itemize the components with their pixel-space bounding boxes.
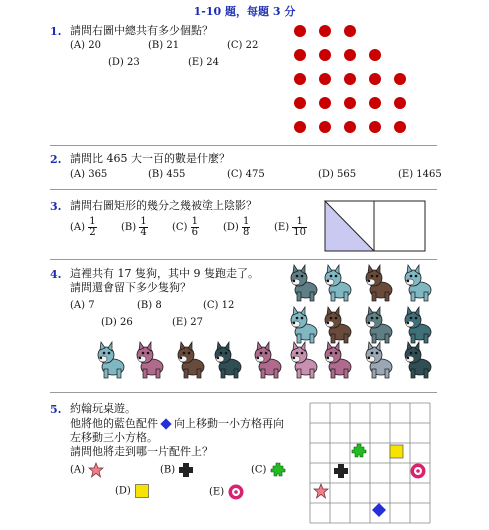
- q5-option-c-label: (C): [251, 464, 267, 476]
- q2-option-c[interactable]: (C) 475: [227, 169, 265, 180]
- q3-number: 3.: [50, 200, 62, 213]
- q5-option-b[interactable]: [160, 462, 194, 478]
- q5-option-d-label: (D): [115, 485, 131, 497]
- yellow-square-icon: [390, 445, 403, 458]
- yellow-square-icon: [134, 483, 150, 499]
- q1-option-e[interactable]: (E) 24: [188, 57, 220, 68]
- dog-icon: [322, 264, 354, 302]
- q4-number: 4.: [50, 268, 62, 281]
- q2-option-e[interactable]: (E) 1465: [398, 169, 442, 180]
- black-cross-icon: [178, 462, 194, 478]
- q2-text: 請問比 465 大一百的數是什麼？: [70, 152, 230, 165]
- pink-star-icon: [314, 484, 328, 498]
- q4-option-d[interactable]: (D) 26: [101, 317, 133, 328]
- q5-option-d[interactable]: [115, 483, 150, 499]
- pink-ring-icon: [411, 464, 426, 479]
- q2-option-a[interactable]: (A) 365: [70, 169, 108, 180]
- q4-option-e[interactable]: (E) 27: [172, 317, 204, 328]
- fraction: $\frac{1}{6}$: [191, 216, 199, 238]
- q3-text: 請問右圖矩形的幾分之幾被塗上陰影？: [70, 199, 257, 212]
- q5-line1: 約翰玩桌遊。: [70, 402, 136, 415]
- dog-icon: [252, 341, 284, 379]
- dog-icon: [402, 306, 434, 344]
- q3-option-d-label: (D): [223, 222, 239, 233]
- fraction: $\frac{1}{4}$: [140, 216, 147, 238]
- dog-icon: [363, 264, 395, 302]
- section-header: 1-10 題，每題 3 分: [193, 5, 296, 18]
- fraction: $\frac{1}{2}$: [89, 216, 96, 238]
- dog-icon: [322, 306, 354, 344]
- q5-line2: [70, 417, 284, 431]
- dog-icon: [363, 341, 395, 379]
- q3-option-b-label: (B): [121, 222, 137, 233]
- q5-number: 5.: [50, 403, 62, 416]
- q4-option-a[interactable]: (A) 7: [70, 300, 95, 311]
- pink-star-icon: [88, 462, 104, 478]
- q5-line2-part1: 他將他的藍色配件: [70, 417, 158, 430]
- q5-option-e[interactable]: [209, 483, 245, 501]
- q4-line1: 這裡共有 17 隻狗，其中 9 隻跑走了。: [70, 267, 259, 280]
- green-turtle-icon: [352, 444, 366, 457]
- pink-ring-icon: [227, 483, 245, 501]
- q1-number: 1.: [50, 25, 62, 38]
- q5-line2-part2: 向上移動一小方格再向: [174, 417, 284, 430]
- fraction: $\frac{1}{10}$: [293, 216, 307, 238]
- q4-option-c[interactable]: (C) 12: [203, 300, 235, 311]
- q5-option-a-label: (A): [70, 464, 86, 476]
- black-cross-icon: [334, 464, 348, 478]
- dog-icon: [402, 264, 434, 302]
- q3-option-e-label: (E): [274, 222, 290, 233]
- fraction: $\frac{1}{8}$: [243, 216, 250, 238]
- q2-option-d[interactable]: (D) 565: [318, 169, 357, 180]
- dog-icon: [288, 341, 320, 379]
- q1-option-d[interactable]: (D) 23: [108, 57, 140, 68]
- q2-option-b[interactable]: (B) 455: [148, 169, 186, 180]
- dog-icon: [402, 341, 434, 379]
- q5-option-c[interactable]: [251, 462, 286, 478]
- q4-line2: 請問還會留下多少隻狗？: [70, 281, 191, 294]
- q3-option-a-label: (A): [70, 222, 86, 233]
- q1-text: 請問右圖中總共有多少個點？: [70, 24, 213, 37]
- q1-option-c[interactable]: (C) 22: [227, 40, 259, 51]
- q1-option-b[interactable]: (B) 21: [148, 40, 180, 51]
- dog-icon: [363, 306, 395, 344]
- q5-option-e-label: (E): [209, 486, 225, 498]
- divider: [50, 392, 437, 393]
- q2-number: 2.: [50, 153, 62, 166]
- dog-icon: [134, 341, 166, 379]
- q4-option-b[interactable]: (B) 8: [137, 300, 162, 311]
- q5-line3: 左移動三小方格。: [70, 431, 158, 444]
- game-board: [309, 402, 431, 524]
- green-turtle-icon: [270, 462, 286, 478]
- q1-option-a[interactable]: (A) 20: [70, 40, 101, 51]
- dog-icon: [95, 341, 127, 379]
- dog-icon: [288, 306, 320, 344]
- dog-icon: [322, 341, 354, 379]
- blue-diamond-icon: [372, 503, 386, 517]
- board-grid: [310, 403, 430, 523]
- q5-option-a[interactable]: [70, 462, 104, 478]
- blue-diamond-icon: [160, 418, 171, 429]
- q3-option-c-label: (C): [172, 222, 188, 233]
- dog-icon: [175, 341, 207, 379]
- dog-icon: [212, 341, 244, 379]
- q5-option-b-label: (B): [160, 464, 176, 476]
- q5-line4: 請問他將走到哪一片配件上？: [70, 445, 213, 458]
- dog-icon: [288, 264, 320, 302]
